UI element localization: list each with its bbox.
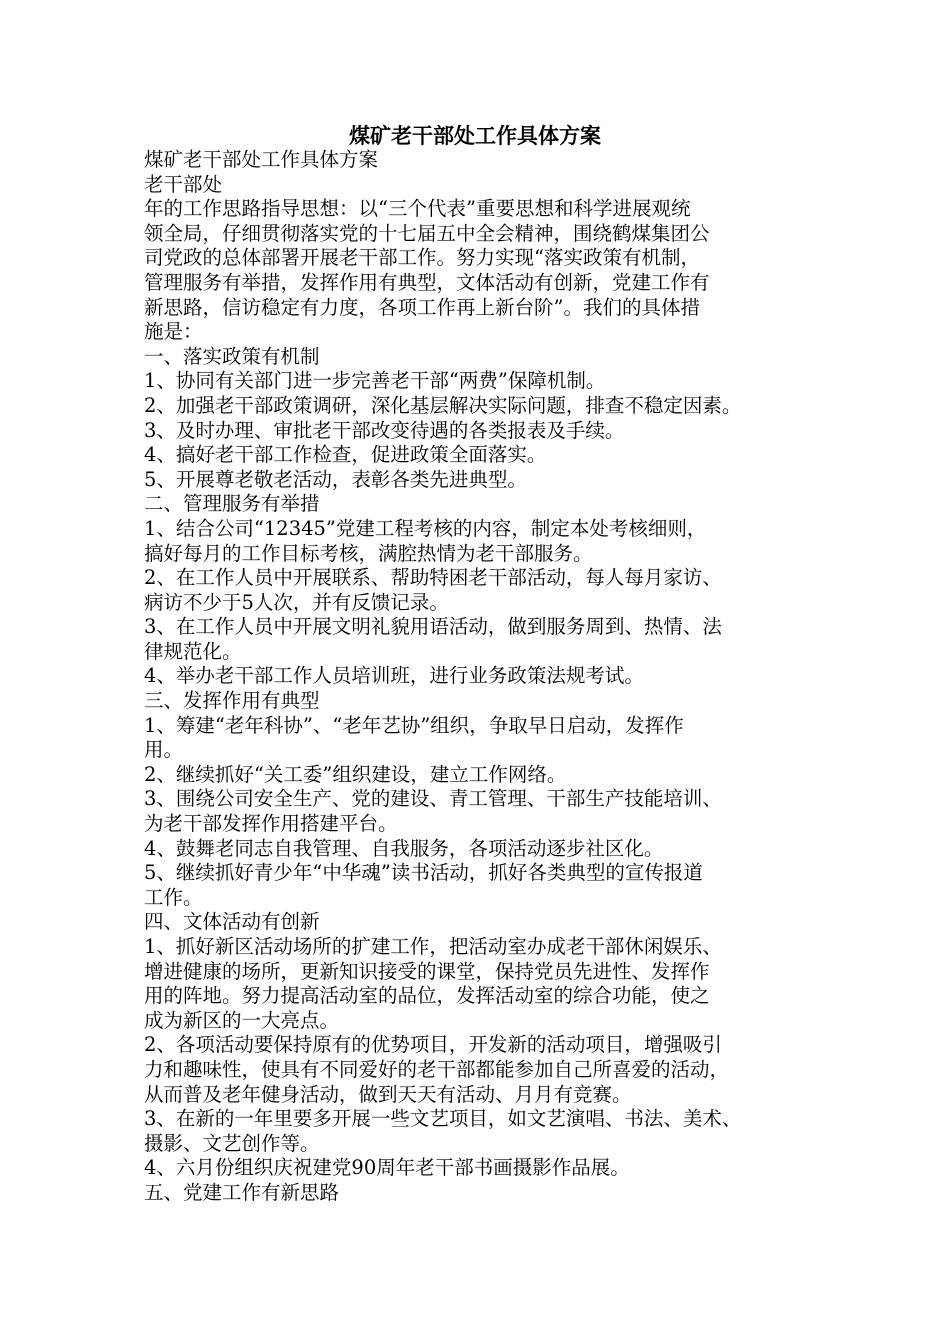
body-line: 管理服务有举措，发挥作用有典型，文体活动有创新，党建工作有 — [144, 270, 710, 294]
body-line: 工作。 — [144, 885, 203, 909]
body-line: 领全局，仔细贯彻落实党的十七届五中全会精神，围绕鹤煤集团公 — [144, 221, 710, 245]
body-line: 3、在工作人员中开展文明礼貌用语活动，做到服务周到、热情、法 — [144, 615, 722, 639]
body-line: 用。 — [144, 738, 184, 762]
body-line: 4、举办老干部工作人员培训班，进行业务政策法规考试。 — [144, 664, 644, 688]
body-line: 年的工作思路指导思想：以“三个代表”重要思想和科学进展观统 — [144, 197, 691, 221]
body-line: 施是： — [144, 320, 203, 344]
body-line: 力和趣味性，使具有不同爱好的老干部都能参加自己所喜爱的活动， — [144, 1057, 730, 1081]
body-line: 1、筹建“老年科协”、“老年艺协”组织，争取早日启动，发挥作 — [144, 713, 684, 737]
body-line: 为老干部发挥作用搭建平台。 — [144, 812, 398, 836]
body-line: 律规范化。 — [144, 639, 242, 663]
body-line: 2、各项活动要保持原有的优势项目，开发新的活动项目，增强吸引 — [144, 1033, 722, 1057]
body-line: 1、抓好新区活动场所的扩建工作，把活动室办成老干部休闲娱乐、 — [144, 935, 722, 958]
body-line: 二、管理服务有举措 — [144, 492, 320, 516]
body-line: 一、落实政策有机制 — [144, 344, 320, 368]
document-body — [144, 148, 834, 1206]
body-line: 新思路，信访稳定有力度，各项工作再上新台阶”。我们的具体措 — [144, 295, 700, 319]
body-line: 司党政的总体部署开展老干部工作。努力实现“落实政策有机制， — [144, 246, 700, 270]
body-line: 3、及时办理、审批老干部改变待遇的各类报表及手续。 — [144, 418, 625, 442]
body-line: 1、协同有关部门进一步完善老干部“两费”保障机制。 — [144, 369, 606, 393]
body-line: 5、开展尊老敬老活动，表彰各类先进典型。 — [144, 467, 527, 491]
body-line: 4、搞好老干部工作检查，促进政策全面落实。 — [144, 443, 547, 467]
body-line: 四、文体活动有创新 — [144, 910, 320, 934]
body-line: 煤矿老干部处工作具体方案 — [144, 148, 379, 171]
body-line: 三、发挥作用有典型 — [144, 689, 320, 713]
body-line: 病访不少于5人次，并有反馈记录。 — [144, 590, 449, 614]
body-line: 5、继续抓好青少年“中华魂”读书活动，抓好各类典型的宣传报道 — [144, 861, 703, 885]
body-line: 老干部处 — [144, 172, 223, 196]
body-line: 4、鼓舞老同志自我管理、自我服务，各项活动逐步社区化。 — [144, 836, 664, 860]
body-line: 成为新区的一大亮点。 — [144, 1008, 340, 1032]
body-line: 1、结合公司“12345”党建工程考核的内容，制定本处考核细则， — [144, 516, 707, 540]
body-line: 3、在新的一年里要多开展一些文艺项目，如文艺演唱、书法、美术、 — [144, 1107, 742, 1131]
body-line: 五、党建工作有新思路 — [144, 1180, 340, 1204]
body-line: 搞好每月的工作目标考核，满腔热情为老干部服务。 — [144, 541, 593, 565]
body-line: 2、继续抓好“关工委”组织建设，建立工作网络。 — [144, 762, 567, 786]
body-line: 从而普及老年健身活动，做到天天有活动、月月有竞赛。 — [144, 1082, 632, 1106]
body-line: 2、在工作人员中开展联系、帮助特困老干部活动，每人每月家访、 — [144, 566, 722, 590]
body-line: 用的阵地。努力提高活动室的品位，发挥活动室的综合功能，使之 — [144, 984, 710, 1008]
body-line: 4、六月份组织庆祝建党90周年老干部书画摄影作品展。 — [144, 1156, 630, 1180]
body-line: 摄影、文艺创作等。 — [144, 1131, 320, 1155]
body-line: 2、加强老干部政策调研，深化基层解决实际问题，排查不稳定因素。 — [144, 393, 742, 417]
document-title: 煤矿老干部处工作具体方案 — [349, 123, 601, 148]
body-line: 增进健康的场所，更新知识接受的课堂，保持党员先进性、发挥作 — [144, 959, 710, 983]
body-line: 3、围绕公司安全生产、党的建设、青工管理、干部生产技能培训、 — [144, 787, 722, 811]
